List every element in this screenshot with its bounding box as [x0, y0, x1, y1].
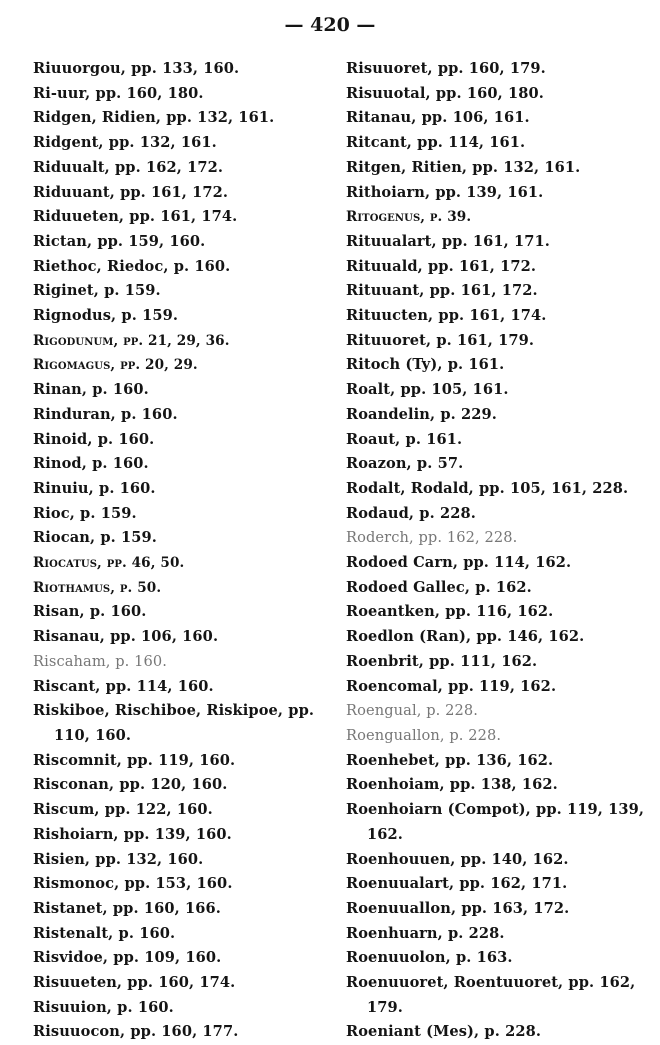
index-entry: Riduualt, pp. 162, 172. — [33, 158, 224, 176]
index-entry: Roenhebet, pp. 136, 162. — [346, 751, 554, 769]
index-entry: Riocatus, pp. 46, 50. — [33, 555, 185, 572]
index-entry: Rituuoret, p. 161, 179. — [346, 331, 535, 349]
index-entry: Rioc, p. 159. — [33, 504, 137, 522]
index-entry: Roenhouuen, pp. 140, 162. — [346, 850, 569, 868]
index-entry: Risvidoe, pp. 109, 160. — [33, 949, 222, 967]
index-entry: Roenuuolon, p. 163. — [346, 949, 513, 967]
index-entry: Rigodunum, pp. 21, 29, 36. — [33, 332, 230, 349]
index-entry: Risien, pp. 132, 160. — [33, 850, 204, 868]
index-entry: Rinoid, p. 160. — [33, 430, 155, 448]
index-entry: Ridgen, Ridien, pp. 132, 161. — [33, 109, 275, 127]
index-entry: Ritogenus, p. 39. — [346, 209, 472, 226]
index-entry: Rinuiu, p. 160. — [33, 479, 156, 497]
index-entry: Rodaud, p. 228. — [346, 504, 476, 522]
index-entry: Roedlon (Ran), pp. 146, 162. — [346, 628, 585, 646]
index-entry: Rodoed Gallec, p. 162. — [346, 578, 532, 596]
index-entry: Ritoch (Ty), p. 161. — [346, 356, 505, 374]
index-entry: Ristanet, pp. 160, 166. — [33, 899, 221, 917]
index-entry: Roengual, p. 228. — [346, 702, 479, 720]
index-entry: Riginet, p. 159. — [33, 282, 161, 300]
index-column-right — [346, 57, 646, 1045]
index-entry: Ritgen, Ritien, pp. 132, 161. — [346, 158, 581, 176]
index-entry: Riothamus, p. 50. — [33, 579, 162, 596]
index-entry: Risanau, pp. 106, 160. — [33, 628, 219, 646]
index-entry: Roalt, pp. 105, 161. — [346, 381, 509, 399]
index-entry: Roenguallon, p. 228. — [346, 726, 502, 744]
index-entry: Rodalt, Rodald, pp. 105, 161, 228. — [346, 479, 629, 497]
index-entry: Roenuualart, pp. 162, 171. — [346, 875, 568, 893]
index-entry: Roandelin, p. 229. — [346, 405, 497, 423]
index-column-left — [33, 57, 331, 1045]
index-entry: Roenhuarn, p. 228. — [346, 924, 505, 942]
index-entry: Roencomal, pp. 119, 162. — [346, 677, 557, 695]
index-entry: Risuuion, p. 160. — [33, 998, 174, 1016]
index-entry: Rituuald, pp. 161, 172. — [346, 257, 537, 275]
index-entry: Roenhoiam, pp. 138, 162. — [346, 776, 558, 794]
page-number: — 420 — — [284, 14, 376, 36]
index-entry: Roenuuallon, pp. 163, 172. — [346, 899, 570, 917]
index-entry: Riethoc, Riedoc, p. 160. — [33, 257, 231, 275]
index-entry: Roenhoiarn (Compot), pp. 119, 139, 162. — [346, 801, 645, 843]
index-entry: Ritanau, pp. 106, 161. — [346, 109, 530, 127]
index-entry: Rituucten, pp. 161, 174. — [346, 307, 547, 325]
index-entry: Riscant, pp. 114, 160. — [33, 677, 214, 695]
index-entry: Rinan, p. 160. — [33, 381, 149, 399]
index-entry: Riocan, p. 159. — [33, 529, 157, 547]
index-entry: Rishoiarn, pp. 139, 160. — [33, 825, 232, 843]
index-entry: Risuuocon, pp. 160, 177. — [33, 1023, 239, 1041]
index-entry: Riduueten, pp. 161, 174. — [33, 208, 238, 226]
index-entry: Riduuant, pp. 161, 172. — [33, 183, 229, 201]
index-entry: Rituuant, pp. 161, 172. — [346, 282, 538, 300]
index-entry: Rithoiarn, pp. 139, 161. — [346, 183, 544, 201]
index-entry: Ritcant, pp. 114, 161. — [346, 134, 526, 152]
index-entry: Risuueten, pp. 160, 174. — [33, 974, 236, 992]
index-entry: Ristenalt, p. 160. — [33, 924, 176, 942]
index-entry: Riscomnit, pp. 119, 160. — [33, 751, 236, 769]
index-entry: Roenbrit, pp. 111, 162. — [346, 652, 538, 670]
index-entry: Roazon, p. 57. — [346, 455, 464, 473]
index-entry: Riscum, pp. 122, 160. — [33, 801, 213, 819]
index-entry: Risuuotal, pp. 160, 180. — [346, 84, 544, 102]
index-entry: Rinduran, p. 160. — [33, 405, 178, 423]
index-entry: Risuuoret, pp. 160, 179. — [346, 60, 546, 77]
index-entry: Roeniant (Mes), p. 228. — [346, 1023, 542, 1041]
index-entry: Roderch, pp. 162, 228. — [346, 529, 518, 547]
index-entry: Risan, p. 160. — [33, 603, 147, 621]
index-entry: Rismonoc, pp. 153, 160. — [33, 875, 233, 893]
index-entry: Rignodus, p. 159. — [33, 307, 179, 325]
index-entry: Rictan, pp. 159, 160. — [33, 232, 206, 250]
index-entry: Rodoed Carn, pp. 114, 162. — [346, 554, 572, 572]
index-entry: Riscaham, p. 160. — [33, 652, 168, 670]
index-entry: Ri-uur, pp. 160, 180. — [33, 84, 204, 102]
index-entry: Rigomagus, pp. 20, 29. — [33, 357, 198, 374]
index-entry: Roaut, p. 161. — [346, 430, 463, 448]
index-entry: Rituualart, pp. 161, 171. — [346, 232, 550, 250]
index-entry: Roeantken, pp. 116, 162. — [346, 603, 554, 621]
index-entry: Rinod, p. 160. — [33, 455, 149, 473]
index-entry: Riskiboe, Rischiboe, Riskipoe, pp. 110, 160. — [33, 702, 315, 744]
index-entry: Riuuorgou, pp. 133, 160. — [33, 60, 240, 77]
index-entry: Roenuuoret, Roentuuoret, pp. 162, 179. — [346, 974, 636, 1016]
index-entry: Risconan, pp. 120, 160. — [33, 776, 228, 794]
index-entry: Ridgent, pp. 132, 161. — [33, 134, 217, 152]
